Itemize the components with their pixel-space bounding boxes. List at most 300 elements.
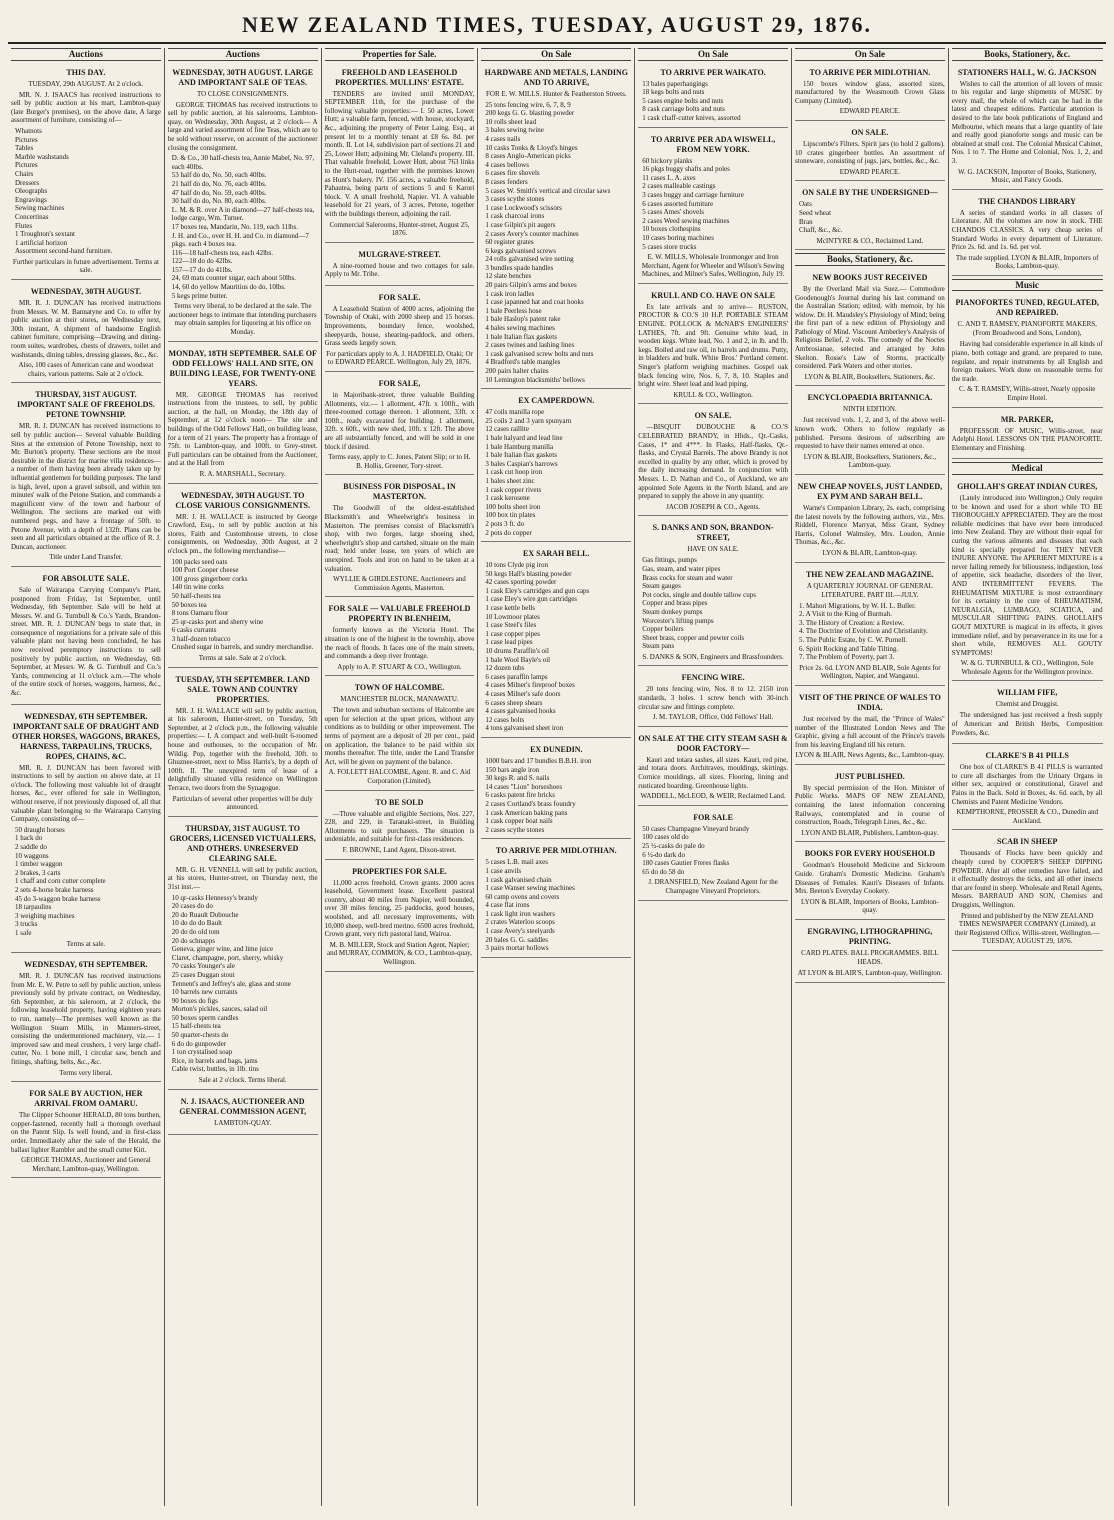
ad-list-item: 20 do do old tom <box>171 927 220 936</box>
ad-list-item: 60 hickory planks <box>642 156 693 165</box>
ad-list-item: 2. A Visit to the King of Burmah. <box>798 610 892 619</box>
advertisement <box>325 679 475 790</box>
column-1 <box>8 48 165 1506</box>
advertisement <box>952 684 1103 744</box>
advertisement <box>952 833 1103 951</box>
advertisement <box>481 741 631 839</box>
ad-signature: JACOB JOSEPH & CO., Agents. <box>666 502 761 511</box>
ad-list-item: 25 cases Duggan stout <box>171 970 235 979</box>
ad-list-item: Flutes <box>15 221 33 230</box>
ad-signature: Terms at sale. <box>66 939 106 948</box>
ad-title: TO ARRIVE PER MIDLOTHIAN. <box>809 67 931 77</box>
ad-signature: EDWARD PEARCE. <box>839 167 901 176</box>
advertisement <box>325 600 475 676</box>
ad-list-item: 60 camp ovens and covers <box>485 892 560 901</box>
ad-title: ON SALE. <box>851 127 889 137</box>
ad-body-text: Just received vols. 1, 2, and 3, of the above well-known work. Others to follow regularly as published. Persons desirous of subscribing are requested to have their names entered at once. <box>794 416 945 451</box>
advertisement <box>481 64 631 390</box>
advertisement <box>168 820 318 1090</box>
advertisement <box>795 923 945 983</box>
advertisement <box>952 478 1103 681</box>
ad-body-text: Lipscombe's Filters. Spirit jars (to hold 2 gallons). 10 crates gingerbeer bottles. An assortment of stoneware, consisting of jugs, jars, bottles, &c., &c. <box>794 139 945 166</box>
ad-list-item: 50 kegs Hall's blasting powder <box>485 569 572 578</box>
advertisement <box>325 478 475 597</box>
masthead <box>8 6 1106 44</box>
ad-list-item: 1 case Avery's steelyards <box>485 927 555 936</box>
ad-list-item: Rice, in barrels and bags, jams <box>171 1056 258 1065</box>
ad-list-item: 3. The History of Creation: a Review. <box>798 618 905 627</box>
ad-list-item: Gas fittings, pumps <box>642 556 697 565</box>
ad-signature: Further particulars in future advertisement. Terms at sale. <box>12 257 159 275</box>
ad-title: ENGRAVING, LITHOGRAPHING, PRINTING. <box>807 927 933 946</box>
ad-body-text: The Goodwill of the oldest-established Blacksmith's and Wheelwright's business in Masterton. The premises consist of Blacksmith's shop, with two forges, large shoeing shed, wheelwright's shop and cartshed, situate on the main road; held under lease, ten years of which are unexpired. Tools and iron on hand to be taken at a valuation. <box>324 504 475 573</box>
ad-list-item: 1 cask cut hoop iron <box>485 468 543 477</box>
ad-list-item: 14, 60 do yellow Mauritius do do, 10lbs. <box>171 283 286 292</box>
ad-title: HARDWARE AND METALS, LANDING AND TO ARRIVE, <box>484 67 628 87</box>
ad-title: WILLIAM FIFE, <box>996 688 1058 698</box>
ad-list-item: 50 boxes sperm candles <box>171 1013 239 1022</box>
advertisement <box>795 566 945 686</box>
ad-signature: Terms very liberal. <box>59 1068 113 1077</box>
ad-list-item: 50 boxes tea <box>171 600 207 609</box>
ad-title: TOWN OF HALCOMBE. <box>354 683 445 693</box>
ad-list-item: 2 cases twines and lashing lines <box>485 341 575 350</box>
column-heading: On Sale <box>795 48 945 61</box>
ad-list-item: 1 hack do <box>15 834 43 843</box>
advertisement <box>168 671 318 817</box>
ad-list-item: 1 case kettle bells <box>485 604 535 613</box>
advertisement <box>952 193 1103 276</box>
column-heading: Books, Stationery, &c. <box>952 48 1103 61</box>
ad-list-item: 3 bales sewing twine <box>485 126 544 135</box>
ad-title: THURSDAY, 31ST AUGUST. IMPORTANT SALE OF FREEHOLDS. PETONE TOWNSHIP. <box>16 390 155 420</box>
ad-list-item: 3 cases buggy and carriage furniture <box>642 190 744 199</box>
ad-list-item: 10 qr-casks Hennessy's brandy <box>171 893 258 902</box>
ad-subtitle: FOR E. W. MILLS. Hunter & Featherston Streets. <box>486 89 627 98</box>
ad-list-item: 20 pairs Gilpin's arms and boxes <box>485 281 577 290</box>
ad-list-item: 1 case copper pipes <box>485 629 541 638</box>
ad-list-item: 3 half-dozen tobacco <box>171 634 231 643</box>
advertisement <box>481 392 631 542</box>
ad-title: FOR SALE — VALUABLE FREEHOLD PROPERTY IN BLENHEIM, <box>328 604 471 624</box>
ad-signature: Terms very liberal, to be declared at the sale. The auctioneer begs to intimate that intending purchasers may obtain samples for liquoring at his office on Monday. <box>168 302 317 337</box>
ad-list-item: 42 cases sporting powder <box>485 578 557 587</box>
column-2 <box>165 48 322 1506</box>
ad-list-item: 1 cask galvanised chain <box>485 875 552 884</box>
advertisement <box>795 64 945 121</box>
advertisement <box>11 283 161 383</box>
ad-title: SCAB IN SHEEP <box>996 837 1058 847</box>
ad-title: PROPERTIES FOR SALE. <box>352 866 447 876</box>
ad-title: TO ARRIVE PER WAIKATO. <box>660 67 766 77</box>
ad-title: ON SALE AT THE CITY STEAM SASH & DOOR FACTORY— <box>638 733 788 753</box>
ad-list-item: 10 Lowmoor plates <box>485 612 540 621</box>
ad-body-text: MR. J. H. WALLACE will sell by public auction, at his saleroom, Hunter-street, on Tuesday, 5th September, at 2 o'clock p.m., the following valuable properties:— I. A compact and well-built 6-roomed house and outhouses, to the occupation of Mr. Wildig. Pop, together with the freehold, 30ft. to Ghuznee-street, next to Miss Harris's, by a depth of 100ft. II. The unexpired term of lease of a delightfully situated villa residence on Wellington Terrace, two doors from the Synagogue. <box>167 706 318 792</box>
advertisement <box>795 269 945 387</box>
ad-title: MONDAY, 18TH SEPTEMBER. SALE OF ODD FELLOWS' HALL AND SITE, ON BUILDING LEASE, FOR TWENTY-ONE YEARS. <box>168 348 317 388</box>
ad-signature: LYON & BLAIR, News Agents, &c., Lambton-quay. <box>795 751 945 760</box>
ad-title: THURSDAY, 31ST AUGUST. TO GROCERS, LICENSED VICTUALLERS, AND OTHERS. UNRESERVED CLEARING SALE. <box>169 823 316 863</box>
ad-list-item: 1 bale Italian flax gaskets <box>485 332 557 341</box>
ad-list-item: 1 ton crystalised soap <box>171 1048 233 1057</box>
ad-list-item: 50 quarter-chests do <box>171 1031 229 1040</box>
advertisement <box>638 730 788 806</box>
ad-title: TO BE SOLD <box>375 797 424 807</box>
ad-body-text: 11,000 acres freehold, Crown grants. 2000 acres leasehold, Government lease. Excellent pastoral country, about 40 miles from Napier, well bounded, over 30 miles fencing, 25 paddocks, good houses, woolshed, and all necessary improvements, with 10,000 sheep, well-bred merino. 6500 acres freehold, Crown grant, very rich pastoral land, Wairoa. <box>324 878 475 939</box>
ad-list-item: 18 tarpaulins <box>15 903 52 912</box>
ad-list-item: 1 case Lockwood's scissors <box>485 203 562 212</box>
ad-list-item: Brass cocks for steam and water <box>642 573 733 582</box>
ad-signature: A. FOLLETT HALCOMBE, Agent. R. and C. Aid Corporation (Limited). <box>328 768 471 786</box>
ad-list-item: Tennent's and Jeffrey's ale, glass and stone <box>171 979 291 988</box>
ad-list-item: 14 cases "Lion" horseshoes <box>485 782 563 791</box>
ad-list-item: 24 rolls galvanised wire netting <box>485 255 574 264</box>
ad-list-item: 122—18 do do 42lbs. <box>171 257 233 266</box>
ad-list-item: 5 cases engine bolts and nuts <box>642 96 724 105</box>
ad-signature: Also, 100 cases of American cane and woodseat chairs, various patterns. Sale at 2 o'clock. <box>18 361 154 378</box>
ad-list-item: D. & Co., 30 half-chests tea, Annie Mabel, No. 97, each 40lbs. <box>171 154 315 171</box>
ad-signature: E. W. MILLS, Wholesale Ironmonger and Iron Merchant, Agent for Wheeler and Wilson's Sewing Machines, and Milner's Safes, Wellington, July 19. <box>641 253 785 279</box>
advertisement <box>11 708 161 953</box>
ad-list-item: 53 half do do, No. 50, each 40lbs. <box>171 171 267 180</box>
ad-signature: Terms easy, apply to C. Jones, Patent Slip; or to H. B. Hollis, Greener, Tory-street. <box>328 453 471 470</box>
ad-list-item: 25 coils 2 and 3 yarn spunyarn <box>485 416 572 425</box>
ad-list-item: 3 trucks <box>15 920 38 929</box>
ad-title: S. DANKS AND SON, BRANDON-STREET, <box>652 523 774 543</box>
ad-list-item: 3 pairs mortar hollows <box>485 944 549 953</box>
ad-list-item: 10 boxes clothespins <box>642 225 701 234</box>
ad-title: PIANOFORTES TUNED, REGULATED, AND REPAIRED. <box>955 298 1099 318</box>
ad-list-item: 1 bale Peerless hose <box>485 306 542 315</box>
ad-list-item: 20 cases do do <box>171 902 213 911</box>
ad-signature: WADDELL, McLEOD, & WEIR, Reclaimed Land. <box>640 792 786 801</box>
ad-body-text: A Leasehold Station of 4000 acres, adjoining the Township of Otaki, with 2000 sheep and 15 horses. Improvements, boundary fence, woolshed, sheepyards, house, shearing-paddock, and others. Grass seeds largely sown. <box>324 304 475 348</box>
ad-body-text: Having had considerable experience in all kinds of piano, both cottage and grand, are prepared to tune, regulate, and repair instruments by all English and foreign makers. Work done on reasonable terms for the trade. <box>951 340 1103 383</box>
advertisement <box>795 184 945 250</box>
ad-title: WEDNESDAY, 30TH AUGUST. LARGE AND IMPORTANT SALE OF TEAS. <box>172 67 314 87</box>
ad-list-item: 12 cases bolts <box>485 715 525 724</box>
ad-list-item: 100 gross gingerbeer corks <box>171 574 248 583</box>
advertisement <box>638 519 788 666</box>
ad-list-item: 16 pkgs buggy shafts and poles <box>642 165 730 174</box>
ad-title: GHOLLAH'S GREAT INDIAN CURES, <box>957 482 1098 491</box>
ad-list-item: 10 waggons <box>15 851 49 860</box>
ad-list-item: 5 cases store trucks <box>642 242 697 251</box>
ad-subtitle: NINTH EDITION. <box>843 405 897 414</box>
ad-list-item: 4 tons galvanised sheet iron <box>485 724 564 733</box>
ad-list-item: 7. The Problem of Poverty, part 3. <box>798 653 895 662</box>
ad-body-text: Sale of Wairarapa Carrying Company's Plant, postponed from Friday, 1st September, until Wednesday, 6th September. Sale will be held at Messrs. W. and G. Turnbull & Co.'s Yards, Brandon-street. MR. R. J. DUNCAN begs to state that, in consequence of negotiations for a private sale of this valuable plant not having been concluded, he has now received peremptory instructions to sell positively by public auction, on Wednesday, 6th September, at Messrs. W. & G. Turnbull and Co.'s Yards, commencing at 11 o'clock a.m.—The whole of the entire stock of horses, waggons, harness, &c., &c. <box>11 585 161 698</box>
ad-list-item: Claret, champagne, port, sherry, whisky <box>171 953 284 962</box>
ad-list-item: 2 sets 4-horse brake harness <box>15 885 94 894</box>
ad-signature: WYLLIE & GIRDLESTONE, Auctioneers and Commission Agents, Masterton. <box>333 575 466 592</box>
advertisement <box>638 131 788 284</box>
ad-list-item: 1 bales sheet zinc <box>485 476 535 485</box>
ad-signature: R. A. MARSHALL, Secretary. <box>199 469 286 478</box>
ad-list-item: 1 cask copper rivets <box>485 485 542 494</box>
ad-list-item: Worcester's lifting pumps <box>642 616 714 625</box>
ad-signature: S. DANKS & SON, Engineers and Brassfounders. <box>642 652 784 661</box>
ad-signature: Commercial Salerooms, Hunter-street, August 25, 1876. <box>329 220 470 238</box>
ad-list-item: 1 artificial horizon <box>15 238 68 247</box>
ad-title: THIS DAY. <box>66 67 106 77</box>
ad-list-item: 8 tons Oamaru flour <box>171 609 229 618</box>
ad-signature: KRULL & CO., Wellington. <box>673 390 753 399</box>
ad-list-item: 2 cases Weed sewing machines <box>642 216 730 225</box>
ad-list-item: Sheet brass, copper and pewter coils <box>642 633 745 642</box>
ad-body-text: —Three valuable and eligible Sections, Nos. 227, 228, and 229, in Taranaki-street, in Building Allotments to suit purchasers. The situation is undeniable, and suitable for first-class residences. <box>324 809 475 844</box>
ad-signature: Printed and published by the NEW ZEALAND TIMES NEWSPAPER COMPANY (Limited), at their Registered Office, Willis-street, Wellington.—TUESDAY, AUGUST 29, 1876. <box>954 911 1100 946</box>
ad-list-item: 4 cases bellows <box>485 160 529 169</box>
ad-list-item: 1 bale Hamburg manilla <box>485 442 554 451</box>
advertisement <box>168 487 318 668</box>
advertisement <box>325 64 475 243</box>
ad-title: FREEHOLD AND LEASEHOLD PROPERTIES. MULLINS' ESTATE. <box>335 67 464 87</box>
ad-list-item: 20 bales G. G. saddles <box>485 935 548 944</box>
ad-signature: LYON & BLAIR, Lambton-quay. <box>822 548 918 557</box>
ad-list-item: 4 case flat irons <box>485 901 530 910</box>
advertisement <box>11 386 161 567</box>
ad-body-text: MR. N. J. ISAACS has received instructions to sell by public auction at his mart, Lambton-quay (late Burger's premises), on the above date, A large assortment of furniture, consisting of— <box>11 90 161 125</box>
ad-list-item: 4 cases galvanised hooks <box>485 707 556 716</box>
ad-body-text: MR. J. H. WALLACE is instructed by George Crawford, Esq., to sell by public auction at his stores, Faith and Customhouse streets, to close consignments, on Wednesday, 30th August, at 2 o'clock pm., the following merchandise— <box>167 512 318 555</box>
section-heading: Music <box>952 279 1103 292</box>
advertisement <box>795 845 945 920</box>
ad-subtitle: TO CLOSE CONSIGNMENTS. <box>196 89 289 98</box>
ad-subtitle: MANCHESTER BLOCK, MANAWATU. <box>340 695 459 704</box>
column-heading: On Sale <box>481 48 631 61</box>
ad-list-item: 2 pots do copper <box>485 528 532 537</box>
advertisement <box>795 124 945 181</box>
ad-title: CLARKE'S B 41 PILLS <box>985 751 1069 761</box>
ad-signature: KEMPTHORNE, PROSSER & CO., Dunedin and Auckland. <box>956 808 1098 825</box>
ad-title: FOR SALE, <box>378 379 421 389</box>
ad-subtitle: TUESDAY, 29th AUGUST. At 2 o'clock. <box>28 79 144 88</box>
ad-list-item: 1 cask chaff-cutter knives, assorted <box>642 113 741 122</box>
ad-list-item: Chaff, &c., &c. <box>798 226 843 235</box>
ad-list-item: 18 kegs bolts and nuts <box>642 88 705 97</box>
ad-list-item: 12 cases raillite <box>485 425 529 434</box>
ad-list-item: 5 cases L.B. mail axes <box>485 858 548 867</box>
ad-signature: W. G. JACKSON, Importer of Books, Stationery, Music, and Fancy Goods. <box>958 167 1097 185</box>
ad-subtitle: A QUARTERLY JOURNAL OF GENERAL LITERATURE. PART III.—JULY. <box>806 581 933 599</box>
advertisement <box>168 345 318 484</box>
ad-list-item: 50 cases Champagne Vineyard brandy <box>642 824 750 833</box>
ad-list-item: 2 brakes, 3 carts <box>15 868 61 877</box>
ad-list-item: 8 cask carriage bolts and nuts <box>642 105 725 114</box>
column-6 <box>792 48 949 1506</box>
ad-title: MULGRAVE-STREET. <box>358 249 441 259</box>
ad-body-text: MR. R. J. DUNCAN has received instructions from Mr. E. W. Petre to sell by public auction, unless previously sold by private contract, on Wednesday, 6th September, at his saleroom, at 2 o'clock, the following leasehold property, having eighteen years to run, namely—The premises well known as the Wellington Steam Mills, in Manners-street, consisting the undermentioned machinery, viz.— 1 improved saw and meal crushers, 1 very large chaff-cutter, No. 1 bone mill, 1 circular saw, bench and fittings, shafting, belts, &c., &c. <box>11 972 161 1067</box>
advertisement <box>638 809 788 901</box>
advertisement <box>325 863 475 972</box>
ad-list-item: 90 boxes do figs <box>171 996 218 1005</box>
ad-list-item: Steam gauges <box>642 582 681 591</box>
ad-signature: W. & G. TURNBULL & CO., Wellington, Sole Wholesale Agents for the Wellington province. <box>960 659 1094 676</box>
ad-body-text: (Lately introduced into Wellington,) Only require to be known and used for a short while TO BE THOROUGHLY APPRECIATED. They are the most reliable medicines that have ever been introduced into New Zealand. They are without their equal for curing the various ailments and diseases that each kind is specially prepared for. THEY NEVER INJURE ANYONE. The APERIENT MIXTURE is a never failing remedy for biliousness, indigestion, loss of appetite, sick headache, disorders of the liver, AND INTERMITTENT FEVERS. The RHEUMATISM MIXTURE is most extraordinary for its certainty in the cure of RHEUMATISM, NEURALGIA, LUMBAGO, SCIATICA, and MUSCULAR SHIFTING PAINS. GHOLLAH'S GOUT MIXTURE is magical in its effects, it gives immediate relief, and by perseverance in its use for a short while, REMOVES ALL GOUTY SYMPTOMS! <box>951 494 1103 657</box>
ad-list-item: 1 case japanned hat and coat hooks <box>485 298 584 307</box>
ad-title: JUST PUBLISHED. <box>835 771 905 781</box>
ad-signature: F. BROWNE, Land Agent, Dixon-street. <box>342 846 457 854</box>
ad-list-item: 2 cases Cortland's brass foundry <box>485 799 576 808</box>
ad-title: THE CHANDOS LIBRARY <box>978 196 1076 206</box>
ad-list-item: Steam donkey pumps <box>642 607 703 616</box>
ad-list-item: Copper and brass pipes <box>642 599 708 608</box>
ad-body-text: By special permission of the Hon. Minister of Public Works. MAPS OF NEW ZEALAND, containing the latest information concerning Railways, contemplated and in course of construction, Roads, Telegraph Lines, &c., &c. <box>794 783 945 827</box>
ad-list-item: Pot cocks, single and double tallow cups <box>642 590 756 599</box>
advertisement <box>952 64 1103 190</box>
ad-subtitle: CARD PLATES. BALL PROGRAMMES. BILL HEADS. <box>801 949 939 966</box>
ad-body-text: MR. R. J. DUNCAN has received instructions to sell by public auction— Several valuable Building Sites at the extension of Petone Township, next to Mr. Burton's property. These sections are the most desirable in the district for marine villa residences—a number of them having been already taken up by influential gentlemen for building purposes. The land is high, level, upon a gravel subsoil, and within ten minutes' walk of the Petone Station, and commands a magnificent view of the town and harbour of Wellington. The sections are marked out with numbered pegs, and have a frontage of 50ft. to Petone Avenue, with a depth of 132ft. Plans can be seen and all particulars obtained at the office of R. J. Duncan, auctioneer. <box>11 422 161 551</box>
ad-list-item: 12 dozen tubs <box>485 664 525 673</box>
ad-signature: The trade supplied. LYON & BLAIR, Importers of Books, Lambton-quay. <box>955 253 1099 271</box>
advertisement <box>952 747 1103 830</box>
ad-signature: Apply to A. P. STUART & CO., Wellington. <box>337 662 462 671</box>
advertisement <box>795 389 945 475</box>
ad-list-item: 2 cases Avery's counter machines <box>485 229 579 238</box>
ad-title: N. J. ISAACS, AUCTIONEER AND GENERAL COMMISSION AGENT, <box>179 1096 307 1116</box>
ad-body-text: Just received by the mail, the "Prince of Wales" number of the Illustrated London News and The Graphic, giving a full account of the Prince's travels from his leaving England till his return. <box>794 714 945 749</box>
ad-body-text: Goodman's Household Medicine and Sickroom Guide. Graham's Domestic Medicine. Graham's Diseases of Females. Kauri's Diseases of Infants. Mrs. Beeton's Everyday Cookery. <box>794 861 945 896</box>
ad-title: FOR SALE BY AUCTION, HER ARRIVAL FROM OAMARU. <box>29 1089 143 1109</box>
ad-list-item: 4 cases Milner's safe doors <box>485 690 561 698</box>
ad-list-item: Geneva, ginger wine, and lime juice <box>171 945 274 954</box>
ad-list-item: 1 bale Italian flax gaskets <box>485 451 557 460</box>
ad-title: ENCYCLOPAEDIA BRITANNICA. <box>807 393 933 403</box>
ad-body-text: Kauri and totara sashes, all sizes. Kauri, red pine, and totara doors. Architraves, mouldings, skirtings. Cornice mouldings, all sizes. Flooring, lining and rusticated boarding. Greenhouse lights. <box>638 755 788 790</box>
ad-list-item: Seed wheat <box>798 208 832 217</box>
ad-list-item: 6 casks patent fire bricks <box>485 791 555 800</box>
ad-signature: GEORGE THOMAS, Auctioneer and General Merchant, Lambton-quay, Wellington. <box>21 1156 151 1173</box>
ad-signature: C. & T. RAMSEY, Willis-street, Nearly opposite Empire Hotel. <box>958 385 1096 403</box>
ad-list-item: Concertinas <box>15 212 49 221</box>
ad-list-item: 25 tons fencing wire, 6, 7, 8, 9 <box>485 100 571 109</box>
ad-list-item: 24, 69 mats counter sugar, each about 50lbs. <box>171 274 296 283</box>
ad-list-item: 45 do 3-waggon brake harness <box>15 894 101 903</box>
ad-body-text: By the Overland Mail via Suez.— Commodore Goodenough's Journal during his last command on the Australian Station; edited, with memoir, by his widow. Dr. H. Maudsley's Physiology of Mind; being the first part of a new edition of Physiology and Pathology of Mind. Viscount Amberley's Analysis of Religious Belief, 2 vols. The comedy of the Noctes Ambrosianae, selected and arranged by John Skelton. Rosse's Law of Storms, practically considered. Park Waters and other stories. <box>794 284 945 371</box>
ad-body-text: 20 tons fencing wire, Nos. 8 to 12. 2150 iron standards, 3 holes. 1 screw bench with 30-inch circular saw and fittings complete. <box>638 685 788 711</box>
ad-list-item: 3 weighing machines <box>15 911 75 920</box>
ad-list-item: Bran <box>798 217 813 226</box>
ad-list-item: Morton's pickles, sauces, salad oil <box>171 1005 268 1014</box>
ad-list-item: 10 drums Paraffin's oil <box>485 647 549 656</box>
ad-signature: EDWARD PEARCE. <box>839 107 901 116</box>
ad-list-item: 6 ½-do dark do <box>642 850 685 859</box>
ad-list-item: 1 safe <box>15 928 32 937</box>
advertisement <box>795 478 945 563</box>
ad-subtitle: Chemist and Druggist. <box>995 700 1059 709</box>
ad-list-item: 47 half do do, No. 59, each 40lbs. <box>171 188 267 197</box>
ad-subtitle: HAVE ON SALE. <box>687 545 739 554</box>
ad-body-text: MR. GEORGE THOMAS has received instructions from the trustees, to sell, by public auction, at the hall, on Monday, the 18th day of September, at 12 o'clock noon— The site and buildings of the Odd Fellows' Hall, on building lease, for a term of 21 years. The property has a frontage of 75ft. to Lambton-quay, and 100ft. to Grey-street. Full particulars can be obtained from the Auctioneer, and at the Hall from <box>167 390 318 468</box>
ad-list-item: 47 coils manilla rope <box>485 408 545 417</box>
ad-title: NEW CHEAP NOVELS, JUST LANDED, EX PYM AND SARAH BELL. <box>797 482 943 501</box>
ad-list-item: 10 cases boring machines <box>642 233 714 242</box>
ad-signature: AT LYON & BLAIR'S, Lambton-quay, Wellington. <box>797 969 943 977</box>
ad-list-item: 4 Bradford's table mangles <box>485 358 561 367</box>
ad-list-item: 50 draught horses <box>15 825 65 834</box>
ad-list-item: 65 do do 58 do <box>642 867 685 876</box>
ad-list-item: 1 Troughton's sextant <box>15 230 75 239</box>
ad-list-item: 1000 bars and 17 bundles B.B.H. iron <box>485 756 592 765</box>
ad-list-item: 2 saddle do <box>15 842 47 851</box>
ad-list-item: Steam pans <box>642 642 675 651</box>
ad-list-item: 6 cases paraffin lamps <box>485 672 548 681</box>
ad-signature: McINTYRE & CO., Reclaimed Land. <box>816 236 924 245</box>
ad-list-item: 1 case Wanser sewing machines <box>485 884 575 893</box>
ad-subtitle: LAMBTON-QUAY. <box>214 1118 272 1127</box>
ad-list-item: 10 Lemington blacksmiths' bellows <box>485 375 585 384</box>
ad-body-text: MR. R. J. DUNCAN has been favored with instructions to sell by auction on above date, at 11 o'clock. The following most valuable lot of draught horses, &c., ever offered for sale in Wellington, without reserve, if not previously disposed of, all that valuable plant belonging to the Wairarapa Carrying Company, consisting of— <box>11 763 161 824</box>
ad-list-item: 60 register grates <box>485 238 534 247</box>
ad-list-item: 5 cases W. Smith's vertical and circular saws <box>485 186 611 195</box>
ad-list-item: 70 casks Younger's ale <box>171 962 235 971</box>
ad-list-item: Cable twist, buttles, in 1lb. tins <box>171 1065 259 1074</box>
ad-list-item: 1. Mahori Migrations, by W. H. L. Buller. <box>798 601 916 610</box>
ad-list-item: 4. The Doctrine of Evolution and Christianity. <box>798 627 928 636</box>
ad-title: TUESDAY, 5TH SEPTEMBER. LAND SALE. TOWN AND COUNTRY PROPERTIES. <box>175 674 310 704</box>
ad-body-text: MR. R. J. DUNCAN has received instructions from Messrs. W. M. Bannatyne and Co. to offer by public auction at their stores, on Wednesday next, 30th instant, A shipment of handsome English cabinet furniture, comprising—Drawing and dining-room suites, wardrobes, chests of drawers, toilet and washstands, dining tables, dressing glasses, &c., &c. <box>11 299 161 359</box>
ad-list-item: 20 do schnapps <box>171 936 215 945</box>
column-heading: Auctions <box>11 48 161 61</box>
ad-list-item: 6 casks currants <box>171 626 217 635</box>
ad-list-item: 157—17 do do 41lbs. <box>171 265 233 274</box>
ad-list-item: 116—18 half-chests tea, each 42lbs. <box>171 248 274 257</box>
advertisement <box>952 411 1103 460</box>
advertisement <box>638 287 788 405</box>
ad-title: ON SALE BY THE UNDERSIGNED— <box>802 188 938 198</box>
ad-list-item: 10 do do do Bault <box>171 919 222 928</box>
advertisement <box>481 842 631 958</box>
advertisement <box>481 545 631 738</box>
ad-list-item: Tables <box>15 144 34 153</box>
ad-list-item: 6. Spirit Rocking and Table Tilting. <box>798 644 899 653</box>
ad-list-item: Marble washstands <box>15 152 69 161</box>
ad-list-item: 10 tons Clyde pig iron <box>485 561 549 570</box>
advertisement <box>168 1093 318 1135</box>
ad-body-text: MR. G. H. VENNELL will sell by public auction, at his stores, Hunter-street, on Thursday next, the 31st inst.— <box>167 865 318 891</box>
ad-list-item: Oleographs <box>15 187 48 196</box>
ad-list-item: 30 half do do, No. 80, each 40lbs. <box>171 197 267 206</box>
ad-body-text: Ex late arrivals and to arrive— RUSTON, PROCTOR & CO.'S 10 H.P. PORTABLE STEAM ENGINE. POLLOCK & McNAB'S ENGINEERS' LATHES, 7ft. and 9ft. Genuine white lead, in wooden kegs. White lead, No. 1 and 2, in lb. and lb. kegs. Boiled and raw oil, in barrels and drums. Putty, in bladders and bulk. White Bros.' Portland cement. Singer's platform weighing machines. Gospel oak black fencing wire, Nos. 6, 7, 8, 10. Staples and bright wire. Sheet lead and lead piping. <box>638 302 788 389</box>
ad-title: WEDNESDAY, 30TH AUGUST. TO CLOSE VARIOUS CONSIGNMENTS. <box>175 490 311 510</box>
column-4 <box>478 48 635 1506</box>
ad-title: FENCING WIRE. <box>681 673 745 683</box>
column-heading: Auctions <box>168 48 318 61</box>
ad-list-item: 100 Port Cooper cheese <box>171 566 239 575</box>
ad-title: TO ARRIVE PER ADA WISWELL, FROM NEW YORK. <box>650 134 776 154</box>
ad-title: EX CAMPERDOWN. <box>518 396 595 406</box>
ad-list-item: 2 pots 3 ft. do <box>485 519 525 528</box>
advertisement <box>638 407 788 516</box>
ad-title: FOR SALE. <box>378 292 421 302</box>
ad-list-item: 3 bundles spade handles <box>485 263 554 272</box>
ad-list-item: Gas, steam, and water pipes <box>642 564 721 573</box>
ad-list-item: 200 pairs halter chains <box>485 367 549 375</box>
advertisement <box>11 64 161 280</box>
ad-list-item: 6 cases fire shovels <box>485 169 540 178</box>
ad-title: WEDNESDAY, 6TH SEPTEMBER. IMPORTANT SALE OF DRAUGHT AND OTHER HORSES, WAGGONS, BRAKES, HARNESS, TARPAULINS, TRUCKS, ROPES, CHAINS, &C. <box>11 711 160 761</box>
ad-list-item: 5 cases Ames' shovels <box>642 208 704 217</box>
ad-body-text: Thousands of Flocks have been quickly and cheaply cured by COOPER'S SHEEP DIPPING POWDER. After all other remedies have failed, and it effectually destroys the ticks, and all other insects that are found in sheep. Wholesale and Retail Agents, Messrs. BARRAUD AND SON, Chemists and Druggists, Wellington. <box>951 849 1103 909</box>
ad-list-item: 8 cases fenders <box>485 177 528 186</box>
ad-list-item: 6 do do gunpowder <box>171 1039 227 1048</box>
ad-title: FOR SALE <box>693 812 733 822</box>
ad-list-item: 1 cask iron ladles <box>485 289 535 298</box>
advertisement <box>325 375 475 475</box>
ad-list-item: 1 bale Haslop's patent rake <box>485 315 561 324</box>
column-7 <box>949 48 1106 1506</box>
